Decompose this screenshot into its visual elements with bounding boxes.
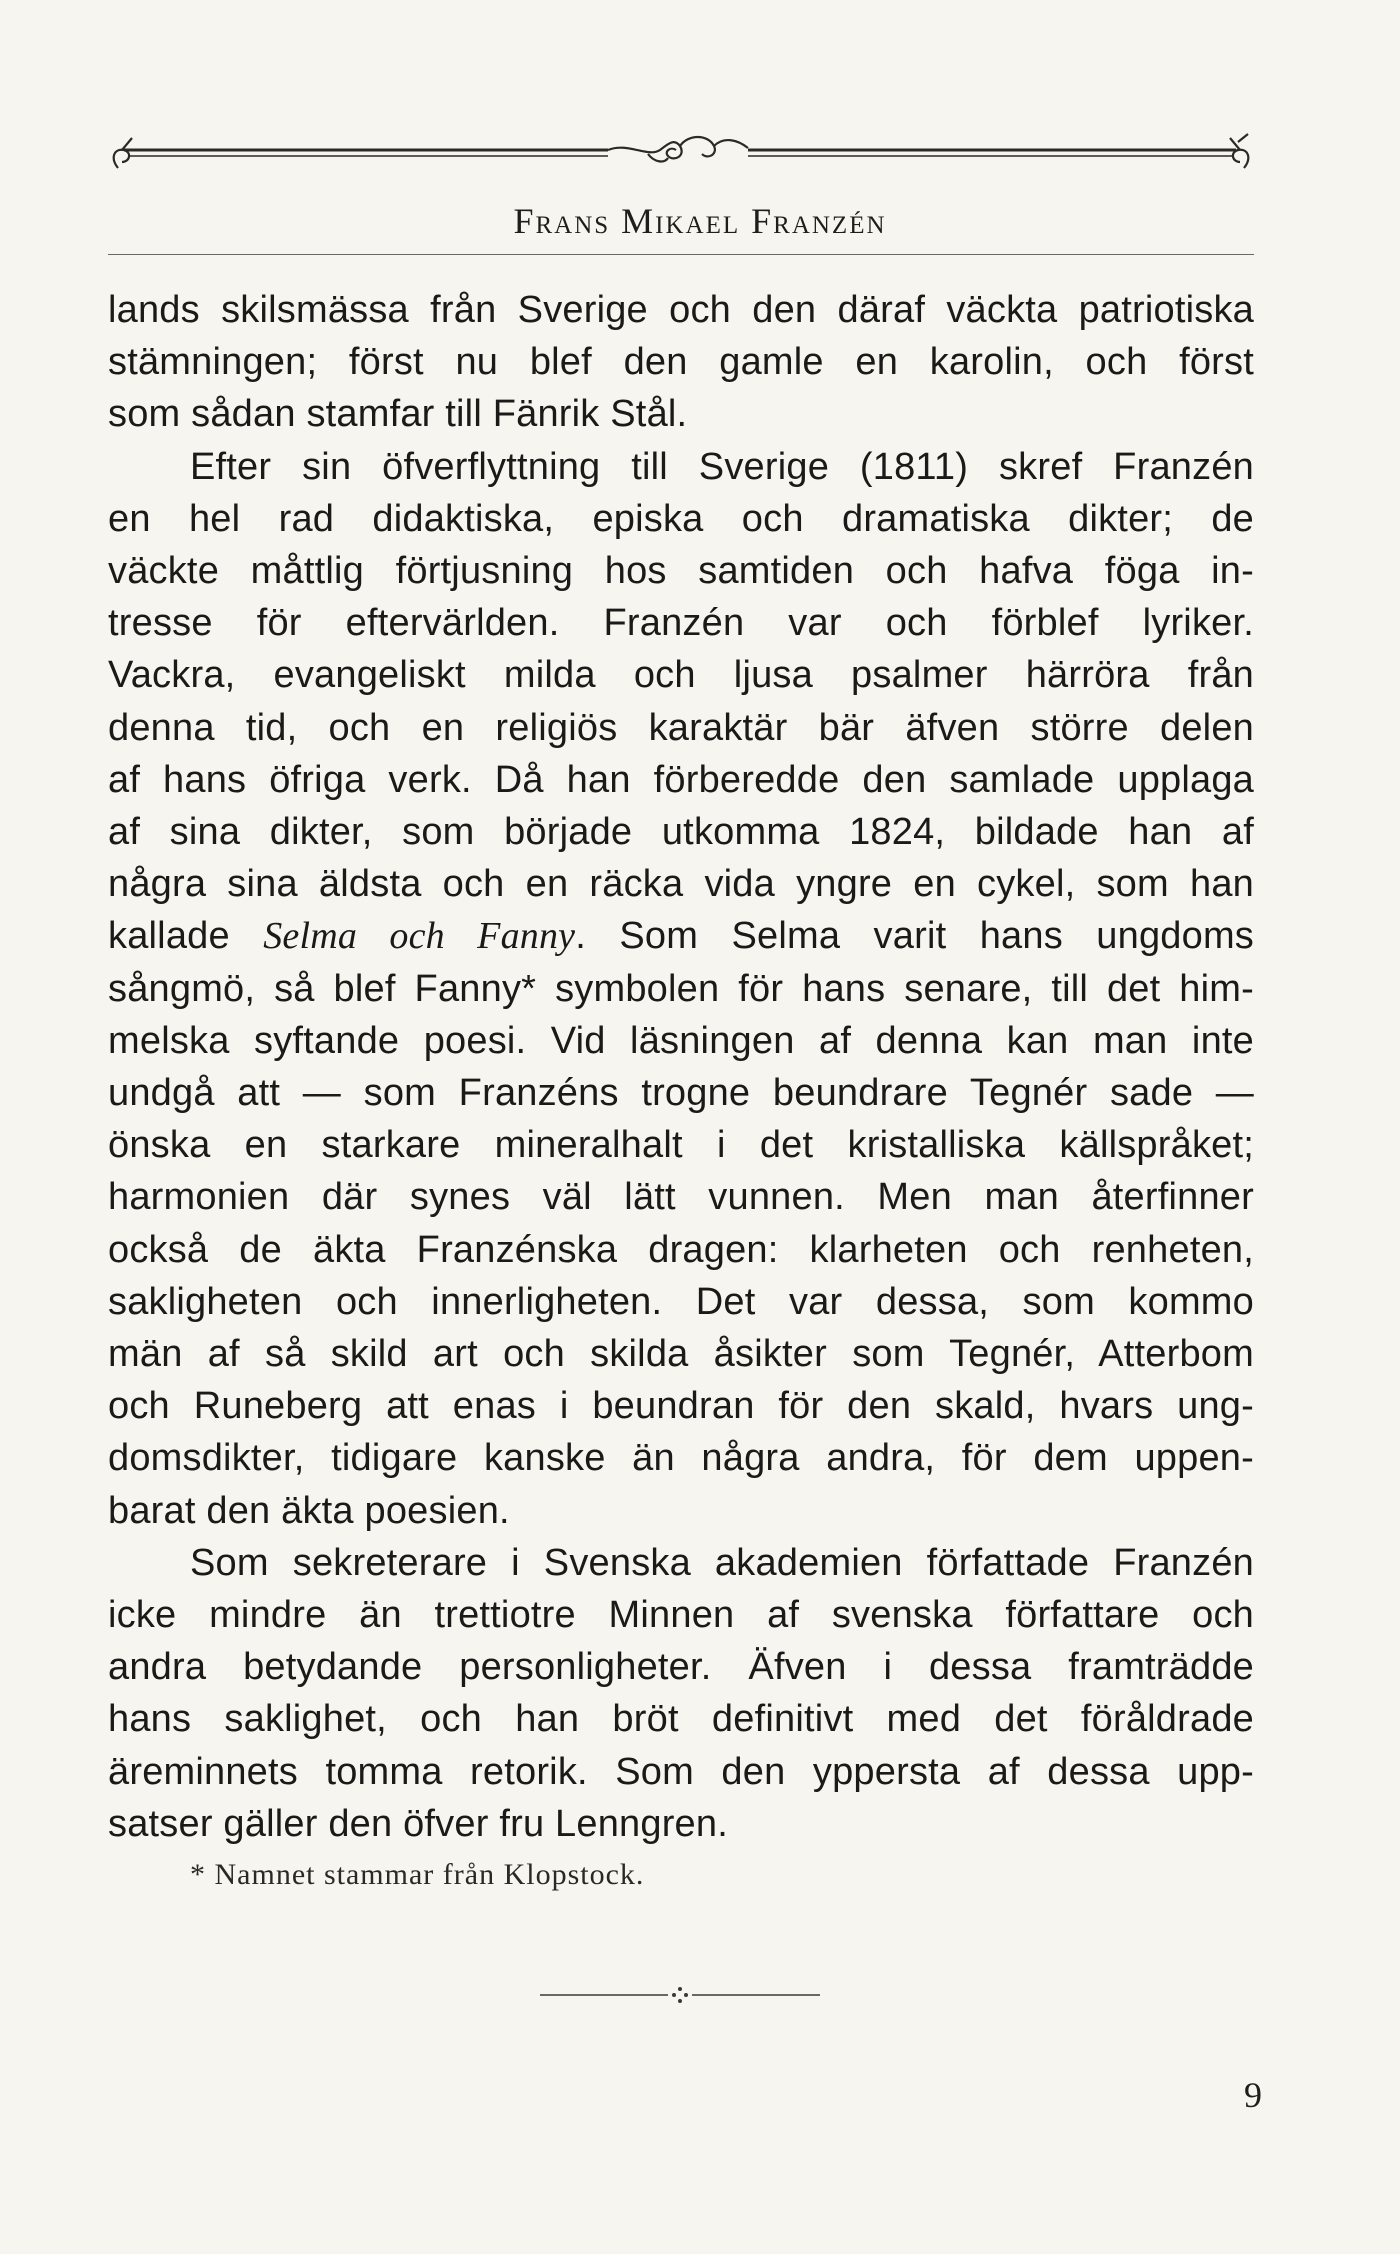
text-line: äreminnets tomma retorik. Som den yppersta af dessa upp- — [108, 1750, 1254, 1793]
text-line: några sina äldsta och en räcka vida yngre en cykel, som han — [108, 863, 1254, 906]
text-line: män af så skild art och skilda åsikter som Tegnér, Atterbom — [108, 1333, 1254, 1376]
text-line: också de äkta Franzénska dragen: klarheten och renheten, — [108, 1228, 1254, 1271]
text-line: lands skilsmässa från Sverige och den däraf väckta patriotiska — [108, 289, 1254, 331]
text-fragment: . Som Selma varit hans ungdoms — [575, 915, 1255, 958]
text-line: sångmö, så blef Fanny* symbolen för hans senare, till det him- — [108, 967, 1254, 1010]
text-line: af sina dikter, som började utkomma 1824, bildade han af — [108, 811, 1254, 854]
text-line: domsdikter, tidigare kanske än några andra, för dem uppen- — [108, 1437, 1254, 1480]
paragraph-1 — [108, 284, 1254, 441]
text-line: icke mindre än trettiotre Minnen af svenska författare och — [108, 1594, 1254, 1637]
work-title: Selma och Fanny — [263, 915, 576, 958]
text-line-with-title — [108, 910, 1254, 962]
paragraph-2 — [108, 441, 1254, 1537]
text-line: melska syftande poesi. Vid läsningen af denna kan man inte — [108, 1019, 1254, 1062]
text-line: harmonien där synes väl lätt vunnen. Men man återfinner — [108, 1176, 1254, 1219]
text-line: och Runeberg att enas i beundran för den skald, hvars ung- — [108, 1385, 1254, 1428]
text-line: som sådan stamfar till Fänrik Stål. — [108, 393, 688, 436]
text-line: väckte måttlig förtjusning hos samtiden och hafva föga in- — [108, 550, 1254, 593]
text-line: Efter sin öfverflyttning till Sverige (1811) skref Franzén — [190, 445, 1254, 488]
text-line: hans saklighet, och han bröt definitivt med det föråldrade — [108, 1698, 1254, 1741]
page-number: 9 — [1244, 2075, 1262, 2115]
body-text — [108, 284, 1254, 1850]
text-line: undgå att — som Franzéns trogne beundrare Tegnér sade — — [108, 1072, 1254, 1115]
text-line: en hel rad didaktiska, episka och dramatiska dikter; de — [108, 497, 1254, 540]
footnote: * Namnet stammar från Klopstock. — [190, 1858, 645, 1891]
text-line: barat den äkta poesien. — [108, 1489, 510, 1532]
text-line: Vackra, evangeliskt milda och ljusa psalmer härröra från — [108, 654, 1254, 697]
header-rule — [108, 254, 1254, 255]
text-fragment: kallade — [108, 915, 230, 958]
text-line: önska en starkare mineralhalt i det kristalliska källspråket; — [108, 1124, 1254, 1167]
text-line: satser gäller den öfver fru Lenngren. — [108, 1802, 728, 1845]
running-head: Frans Mikael Franzén — [513, 201, 887, 241]
header-ornament-rule — [108, 128, 1254, 200]
text-line: af hans öfriga verk. Då han förberedde den samlade upplaga — [108, 758, 1254, 801]
text-line: Som sekreterare i Svenska akademien författade Franzén — [190, 1541, 1254, 1584]
text-line: denna tid, och en religiös karaktär bär äfven större delen — [108, 706, 1254, 749]
text-line: sakligheten och innerligheten. Det var dessa, som kommo — [108, 1280, 1254, 1323]
paragraph-3 — [108, 1537, 1254, 1850]
section-end-ornament — [540, 1980, 820, 2010]
text-line: andra betydande personligheter. Äfven i dessa framträdde — [108, 1646, 1254, 1689]
text-line: tresse för eftervärlden. Franzén var och förblef lyriker. — [108, 602, 1254, 645]
text-line: stämningen; först nu blef den gamle en karolin, och först — [108, 341, 1254, 384]
